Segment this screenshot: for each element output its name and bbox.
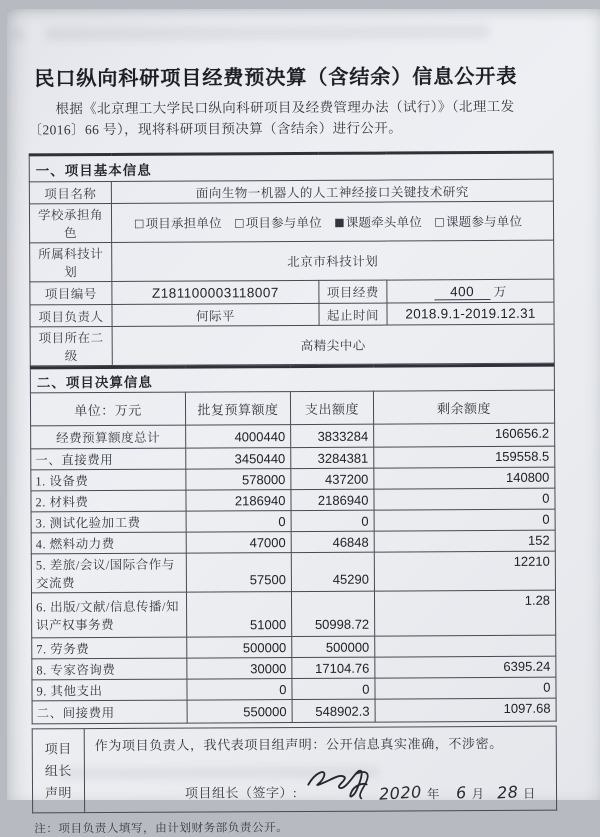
budget-row-travel-conference — [31, 551, 555, 593]
role-options — [111, 201, 553, 242]
footer-note: 注：项目负责人填写，由计划财务部负责公开。 — [34, 822, 289, 836]
budget-category: 一、直接费用 — [31, 448, 186, 470]
checkbox-unchecked-icon: □ — [234, 216, 245, 230]
bleedthrough-smudge-corner — [11, 28, 25, 40]
plan-label: 所属科技计划 — [30, 243, 112, 282]
budget-row-total — [31, 423, 555, 449]
intro-paragraph: 根据《北京理工大学民口纵向科研项目及经费管理办法（试行）》（北理工发〔2016〕66 号），现将科研项目预决算（含结余）进行公开。 — [28, 98, 515, 138]
role-option-undertaker: □项目承担单位 — [133, 216, 222, 231]
budget-spent: 0 — [291, 510, 374, 531]
budget-row-expert-consulting — [32, 656, 556, 680]
budget-row-labor — [32, 635, 556, 659]
budget-approved: 578000 — [186, 469, 291, 491]
role-option-topic-lead: ■课题牵头单位 — [334, 215, 423, 230]
budget-approved: 3450440 — [186, 448, 291, 470]
budget-table — [30, 364, 557, 725]
section-1-title: 一、项目基本信息 — [29, 152, 553, 182]
budget-category: 6. 出版/文献/信息传播/知识产权事务费 — [31, 592, 186, 638]
budget-remaining: 0 — [375, 677, 556, 699]
budget-remaining: 159558.5 — [374, 446, 555, 468]
funding-unit: 万 — [493, 284, 507, 300]
signature-label: 项目组长（签字）: — [184, 785, 298, 801]
budget-row-publication-ip — [31, 590, 555, 638]
section-2-title: 二、项目决算信息 — [30, 365, 554, 393]
budget-category: 9. 其他支出 — [32, 679, 187, 701]
division-label: 项目所在二级 — [30, 327, 112, 366]
budget-remaining — [375, 635, 556, 657]
budget-spent: 50998.72 — [291, 591, 374, 636]
budget-category: 2. 材料费 — [31, 490, 186, 512]
page-title: 民口纵向科研项目经费预决算（含结余）信息公开表 — [34, 65, 518, 91]
budget-spent: 0 — [292, 678, 375, 699]
budget-row-equipment — [31, 467, 555, 491]
budget-category: 经费预算额度总计 — [31, 425, 186, 449]
signature-handwriting — [303, 759, 379, 805]
budget-category: 1. 设备费 — [31, 469, 186, 491]
budget-approved: 0 — [187, 679, 292, 701]
division-value: 高精尖中心 — [112, 324, 554, 365]
budget-remaining: 152 — [374, 530, 555, 552]
budget-spent: 3833284 — [291, 424, 374, 447]
role-label: 学校承担角色 — [29, 204, 111, 243]
budget-spent: 2186940 — [291, 489, 374, 510]
scanned-paper-sheet — [7, 9, 600, 836]
budget-approved: 550000 — [187, 700, 292, 724]
budget-row-materials — [31, 488, 555, 512]
budget-row-fuel-power — [31, 530, 555, 554]
budget-spent: 548902.3 — [292, 699, 375, 722]
budget-category: 5. 差旅/会议/国际合作与交流费 — [31, 553, 186, 593]
budget-category: 二、间接费用 — [32, 700, 187, 724]
budget-remaining: 6395.24 — [375, 656, 556, 678]
budget-col-spent: 支出额度 — [290, 391, 373, 424]
period-label: 起止时间 — [319, 303, 387, 325]
bleedthrough-smudge-top — [45, 24, 490, 41]
budget-spent: 437200 — [291, 468, 374, 489]
budget-remaining: 12210 — [374, 551, 555, 591]
budget-remaining: 1.28 — [374, 590, 555, 636]
budget-category: 7. 劳务费 — [32, 637, 187, 659]
date-year-hand: 2020 — [378, 782, 423, 804]
budget-approved: 51000 — [186, 592, 291, 638]
leader-label: 项目负责人 — [30, 305, 112, 327]
project-name-value: 面向生物一机器人的人工神经接口关键技术研究 — [111, 179, 553, 203]
project-code-value: Z181100003118007 — [112, 280, 319, 304]
budget-approved: 30000 — [187, 658, 292, 680]
budget-approved: 4000440 — [186, 425, 291, 449]
funding-label: 项目经费 — [319, 280, 387, 303]
budget-row-direct — [31, 446, 555, 470]
budget-approved: 2186940 — [186, 490, 291, 512]
budget-category: 4. 燃料动力费 — [31, 532, 186, 554]
declaration-statement: 作为项目负责人，我代表项目组声明：公开信息真实准确，不涉密。 — [94, 735, 503, 754]
leader-value: 何际平 — [112, 303, 319, 326]
budget-row-testing — [31, 509, 555, 533]
budget-remaining: 160656.2 — [374, 423, 555, 447]
project-code-label: 项目编号 — [30, 282, 112, 305]
budget-approved: 47000 — [186, 532, 291, 554]
budget-col-unit: 单位：万元 — [30, 392, 185, 426]
budget-category: 8. 专家咨询费 — [32, 658, 187, 680]
budget-remaining: 1097.68 — [375, 698, 556, 722]
budget-spent: 45290 — [291, 552, 374, 591]
budget-remaining: 0 — [374, 488, 555, 510]
budget-row-other — [32, 677, 556, 701]
basic-info-table — [29, 151, 555, 367]
date-month-hand: 6 — [455, 782, 468, 803]
budget-remaining: 0 — [374, 509, 555, 531]
budget-col-approved: 批复预算额度 — [185, 392, 290, 426]
budget-remaining: 140800 — [374, 467, 555, 489]
budget-approved: 500000 — [187, 637, 292, 659]
project-name-label: 项目名称 — [29, 182, 111, 204]
plan-value: 北京市科技计划 — [112, 240, 554, 281]
signature-date: 2020 年 6 月 28 日 — [378, 782, 537, 804]
role-option-topic-participant: □课题参与单位 — [434, 214, 523, 230]
budget-approved: 57500 — [186, 553, 291, 593]
budget-category: 3. 测试化验加工费 — [31, 511, 186, 533]
budget-col-remaining: 剩余额度 — [373, 390, 554, 424]
role-option-participant: □项目参与单位 — [234, 215, 322, 231]
funding-amount: 400 — [434, 284, 490, 300]
date-day-hand: 28 — [496, 782, 519, 803]
budget-spent: 17104.76 — [292, 657, 375, 678]
budget-row-indirect — [32, 698, 556, 724]
checkbox-unchecked-icon: □ — [133, 216, 145, 230]
budget-spent: 500000 — [292, 636, 375, 657]
budget-spent: 3284381 — [291, 447, 374, 468]
checkbox-checked-icon: ■ — [334, 215, 345, 229]
declaration-label: 项目 组长 声明 — [32, 729, 84, 813]
budget-approved: 0 — [186, 511, 291, 533]
checkbox-unchecked-icon: □ — [434, 215, 445, 229]
period-value: 2018.9.1-2019.12.31 — [387, 302, 554, 325]
funding-value — [387, 279, 554, 303]
budget-spent: 46848 — [291, 531, 374, 552]
declaration-table — [32, 726, 557, 814]
